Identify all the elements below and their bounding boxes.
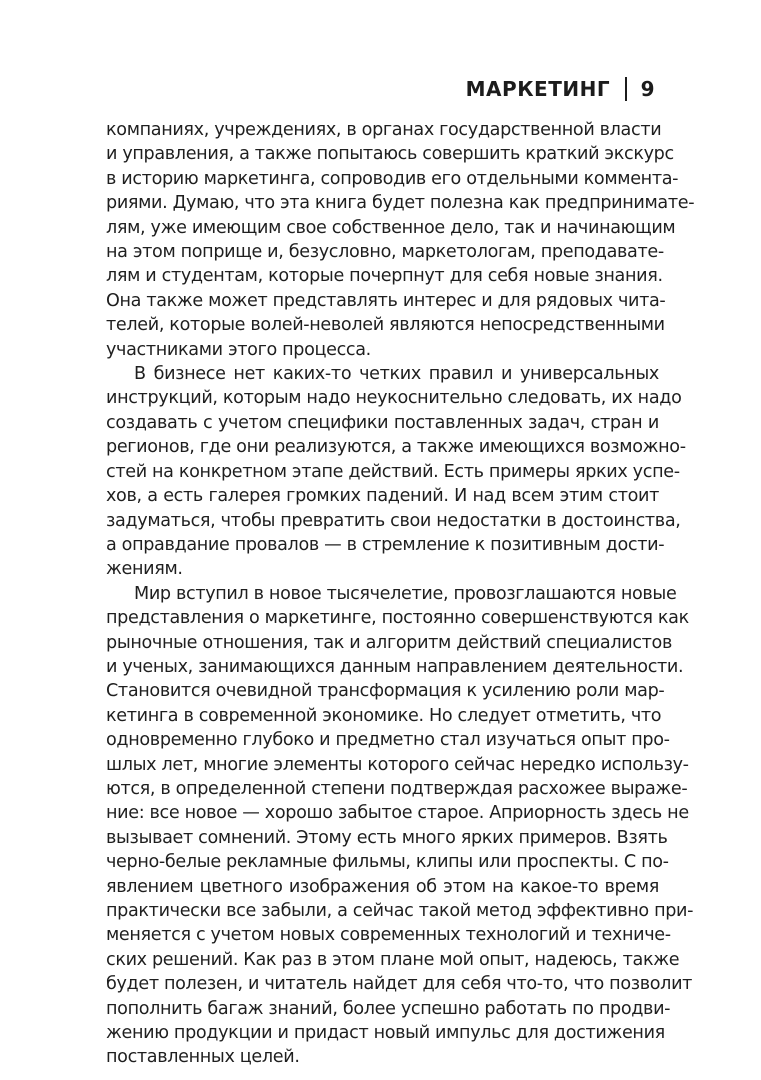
text-line: одновременно глубоко и предметно стал изучаться опыт про- xyxy=(106,730,670,751)
text-line: рыночные отношения, так и алгоритм действий специалистов xyxy=(106,632,672,653)
text-line: ских решений. Как раз в этом плане мой опыт, надеюсь, также xyxy=(106,949,680,970)
text-line: Она также может представлять интерес и для рядовых чита- xyxy=(106,290,666,311)
text-line: и управления, а также попытаюсь совершить краткий экскурс xyxy=(106,144,674,165)
text-line: Мир вступил в новое тысячелетие, провозглашаются новые xyxy=(134,583,677,604)
header-divider xyxy=(625,77,627,101)
text-line: регионов, где они реализуются, а также имеющихся возможно- xyxy=(106,437,686,458)
text-line: задуматься, чтобы превратить свои недостатки в достоинства, xyxy=(106,510,681,531)
text-line: черно-белые рекламные фильмы, клипы или проспекты. С по- xyxy=(106,852,669,873)
text-line: будет полезен, и читатель найдет для себя что-то, что позволит xyxy=(106,974,693,995)
text-line: практически все забыли, а сейчас такой метод эффективно при- xyxy=(106,901,694,921)
text-line: меняется с учетом новых современных технологий и техниче- xyxy=(106,925,671,946)
text-line: жениям. xyxy=(106,559,183,580)
text-line: представления о маркетинге, постоянно совершенствуются как xyxy=(106,608,689,629)
text-line: вызывает сомнений. Этому есть много ярких примеров. Взять xyxy=(106,827,668,848)
text-line: ются, в определенной степени подтверждая расхожее выраже- xyxy=(106,778,688,799)
page-number: 9 xyxy=(640,77,655,101)
text-line: компаниях, учреждениях, в органах государственной власти xyxy=(106,120,662,140)
text-line: участниками этого процесса. xyxy=(106,339,371,360)
text-line: лям, уже имеющим свое собственное дело, так и начинающим xyxy=(106,217,676,238)
paragraph xyxy=(106,118,695,362)
text-line: и ученых, занимающихся данным направлением деятельности. xyxy=(106,656,684,677)
section-title: МАРКЕТИНГ xyxy=(465,77,611,101)
text-line: кетинга в современной экономике. Но следует отметить, что xyxy=(106,705,662,726)
text-line: а оправдание провалов — в стремление к позитивным дости- xyxy=(106,534,665,555)
text-line: шлых лет, многие элементы которого сейчас нередко использу- xyxy=(106,754,689,775)
running-head xyxy=(466,76,655,102)
text-line: создавать с учетом специфики поставленных задач, стран и xyxy=(106,412,659,433)
text-line: Становится очевидной трансформация к усилению роли мар- xyxy=(106,681,665,702)
text-line: инструкций, которым надо неукоснительно следовать, их надо xyxy=(106,388,682,409)
text-line: риями. Думаю, что эта книга будет полезна как предпринимате- xyxy=(106,193,695,214)
text-line: ние: все новое — хорошо забытое старое. Априорность здесь не xyxy=(106,803,689,824)
text-line: на этом поприще и, безусловно, маркетологам, преподавате- xyxy=(106,242,664,263)
text-line: поставленных целей. xyxy=(106,1047,300,1068)
text-line: лям и студентам, которые почерпнут для себя новые знания. xyxy=(106,266,663,287)
text-line: В бизнесе нет каких-то четких правил и универсальных xyxy=(134,364,659,385)
text-line: стей на конкретном этапе действий. Есть примеры ярких успе- xyxy=(106,461,680,482)
text-line: пополнить багаж знаний, более успешно работать по продви- xyxy=(106,998,671,1019)
paragraph xyxy=(106,362,686,582)
text-line: телей, которые волей-неволей являются непосредственными xyxy=(106,315,665,336)
body-text xyxy=(106,118,695,1070)
text-line: хов, а есть галерея громких падений. И над всем этим стоит xyxy=(106,486,659,507)
paragraph xyxy=(106,582,694,1070)
text-line: жению продукции и придаст новый импульс для достижения xyxy=(106,1023,665,1044)
text-line: явлением цветного изображения об этом на какое-то время xyxy=(106,876,659,897)
text-line: в историю маркетинга, сопроводив его отдельными коммента- xyxy=(106,168,679,189)
